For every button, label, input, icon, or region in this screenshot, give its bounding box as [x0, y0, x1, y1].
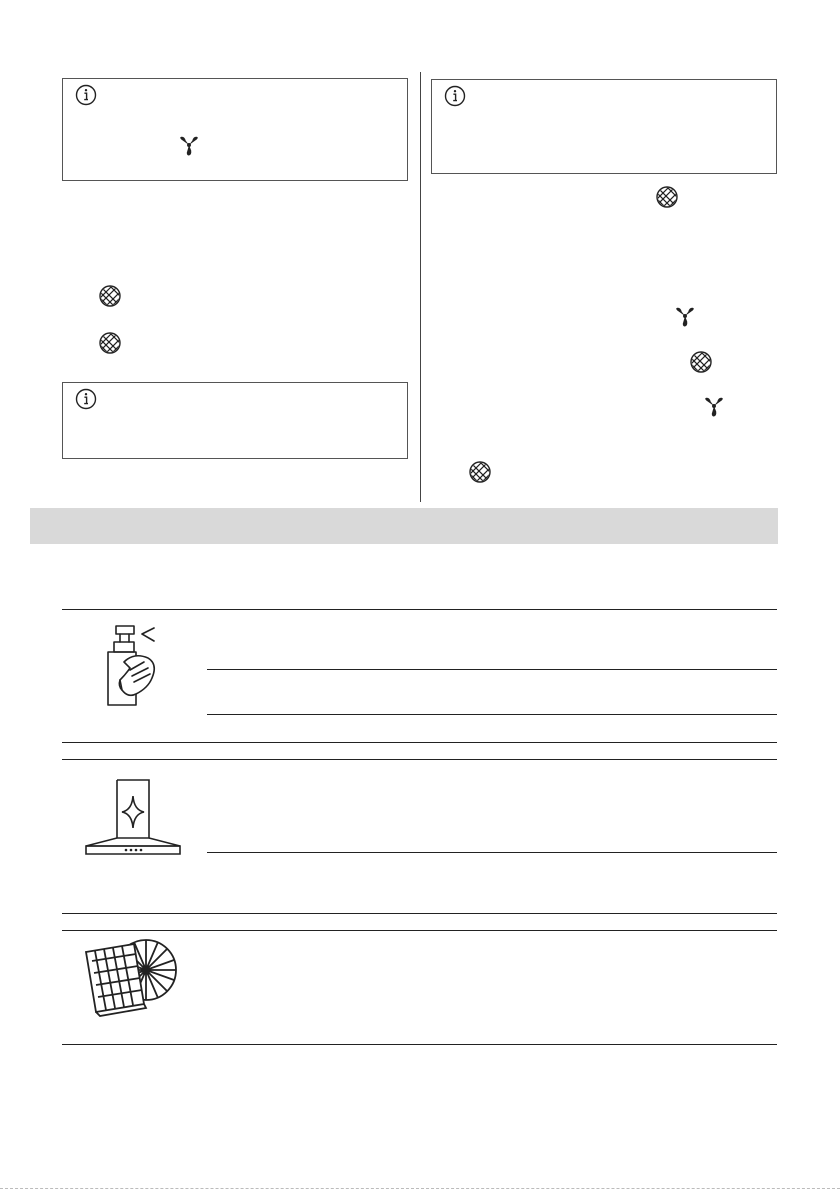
page-bottom-dashed-border: [0, 1188, 840, 1189]
fan-icon: [674, 305, 696, 327]
fan-icon: [178, 134, 200, 156]
info-box-top-right: [431, 79, 777, 174]
table-rule: [62, 609, 777, 610]
table-rule: [62, 759, 777, 760]
info-icon: [75, 84, 97, 106]
info-icon: [75, 388, 97, 410]
table-row-rule: [207, 714, 777, 715]
column-divider: [420, 72, 421, 502]
table-row-rule: [207, 669, 777, 670]
table-rule: [62, 742, 777, 743]
cooker-hood-icon: [84, 778, 182, 858]
grease-filter-icon: [690, 351, 712, 373]
table-row-rule: [207, 852, 777, 853]
section-header-bar: [30, 508, 778, 544]
grease-filter-icon: [99, 332, 121, 354]
table-rule: [62, 913, 777, 914]
info-box-top-left: [62, 78, 408, 181]
info-box-bottom-left: [62, 382, 408, 459]
grease-filter-icon: [469, 461, 491, 483]
info-icon: [444, 85, 466, 107]
grease-filter-icon: [656, 186, 678, 208]
table-rule: [62, 1044, 777, 1045]
filter-icon: [82, 934, 182, 1018]
fan-icon: [703, 395, 725, 417]
spray-cleaning-icon: [100, 622, 162, 710]
grease-filter-icon: [99, 285, 121, 307]
table-rule: [62, 930, 777, 931]
